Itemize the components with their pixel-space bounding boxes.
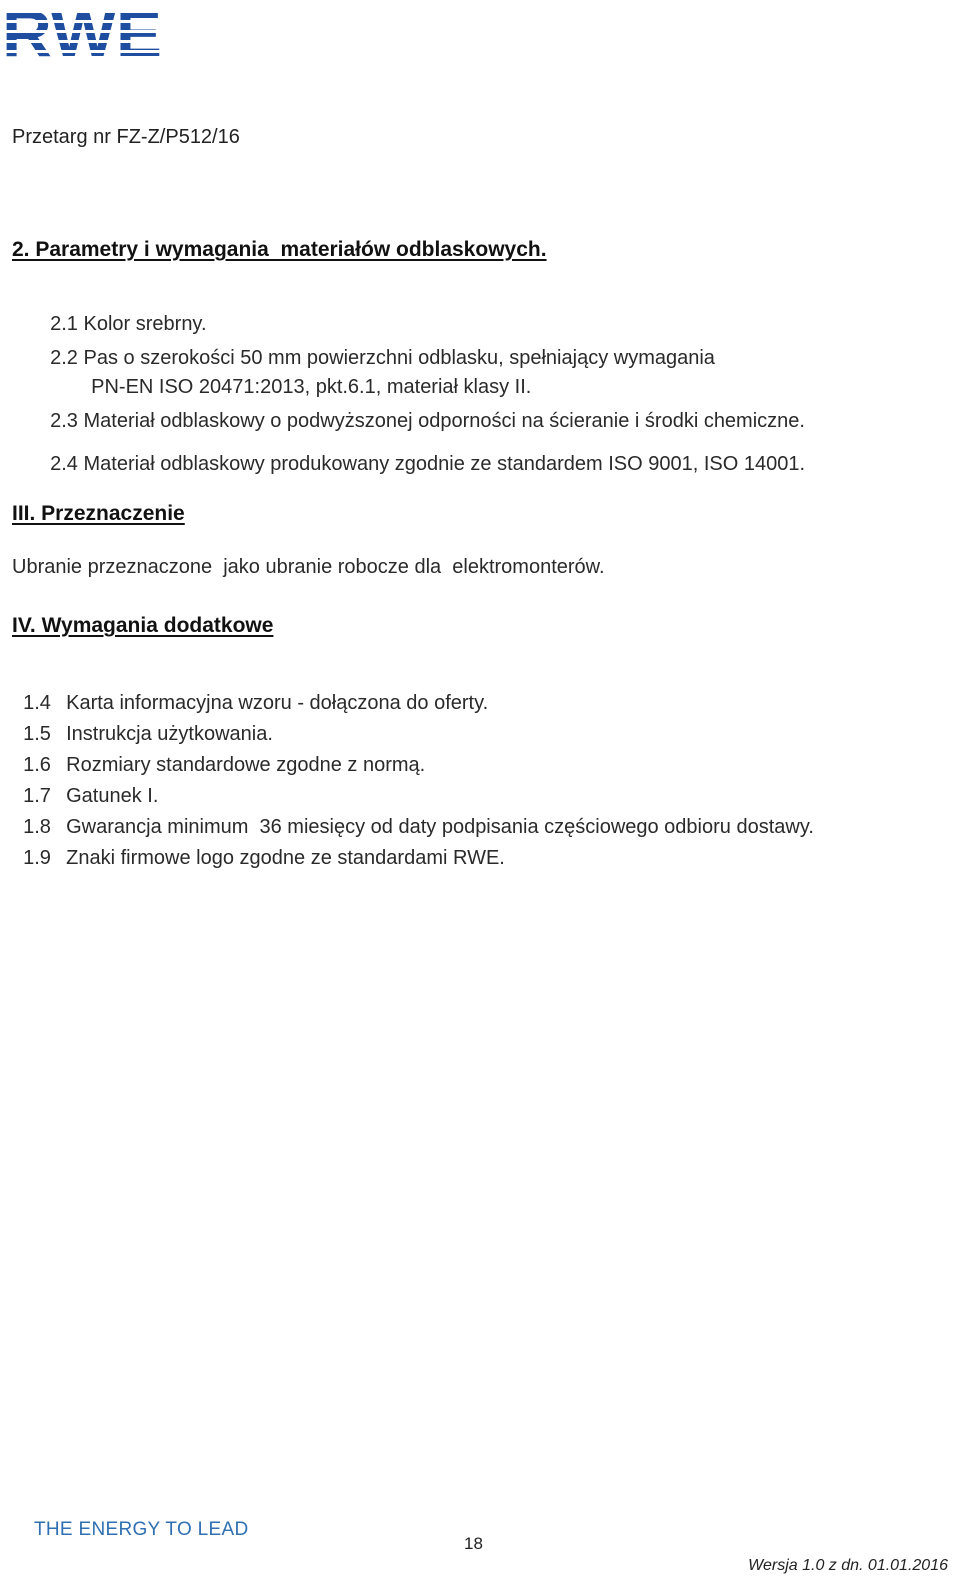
item-text: Materiał odblaskowy produkowany zgodnie ze standardem ISO 9001, ISO 14001.: [83, 453, 806, 475]
item-number: 1.4: [23, 692, 51, 714]
item-text: Gwarancja minimum 36 miesięcy od daty podpisania częściowego odbioru dostawy.: [66, 816, 814, 838]
item-number: 2.2: [50, 347, 78, 369]
item-text: Gatunek I.: [66, 785, 159, 807]
item-text: Instrukcja użytkowania.: [66, 723, 273, 745]
item-text: Pas o szerokości 50 mm powierzchni odblasku, spełniający wymagania: [83, 347, 715, 369]
purpose-text: Ubranie przeznaczone jako ubranie robocze dla elektromonterów.: [12, 556, 605, 578]
item-text: Materiał odblaskowy o podwyższonej odporności na ścieranie i środki chemiczne.: [83, 410, 805, 432]
document-version: Wersja 1.0 z dn. 01.01.2016: [748, 1557, 948, 1574]
page-number: 18: [464, 1534, 483, 1553]
item-text: Znaki firmowe logo zgodne ze standardami RWE.: [66, 847, 505, 869]
footer-tagline: THE ENERGY TO LEAD: [34, 1519, 249, 1540]
item-number: 1.8: [23, 816, 51, 838]
item-text: PN-EN ISO 20471:2013, pkt.6.1, materiał klasy II.: [91, 376, 532, 398]
list-item: [39, 387, 805, 433]
section-2-heading: 2. Parametry i wymagania materiałów odblaskowych.: [12, 238, 547, 261]
list-item: [12, 824, 505, 870]
item-text: Karta informacyjna wzoru - dołączona do oferty.: [66, 692, 489, 714]
rwe-logo: [0, 0, 166, 66]
item-number: 1.6: [23, 754, 51, 776]
item-number: 1.7: [23, 785, 51, 807]
tender-number: Przetarg nr FZ-Z/P512/16: [12, 126, 240, 148]
section-4-heading: IV. Wymagania dodatkowe: [12, 614, 274, 637]
item-number: 2.3: [50, 410, 78, 432]
item-number: 2.1: [50, 313, 78, 335]
item-text: Rozmiary standardowe zgodne z normą.: [66, 754, 426, 776]
item-number: 1.5: [23, 723, 51, 745]
section-3-heading: III. Przeznaczenie: [12, 502, 185, 525]
list-item: [39, 430, 805, 476]
item-text: Kolor srebrny.: [83, 313, 207, 335]
item-number: 1.9: [23, 847, 51, 869]
item-number: 2.4: [50, 453, 78, 475]
